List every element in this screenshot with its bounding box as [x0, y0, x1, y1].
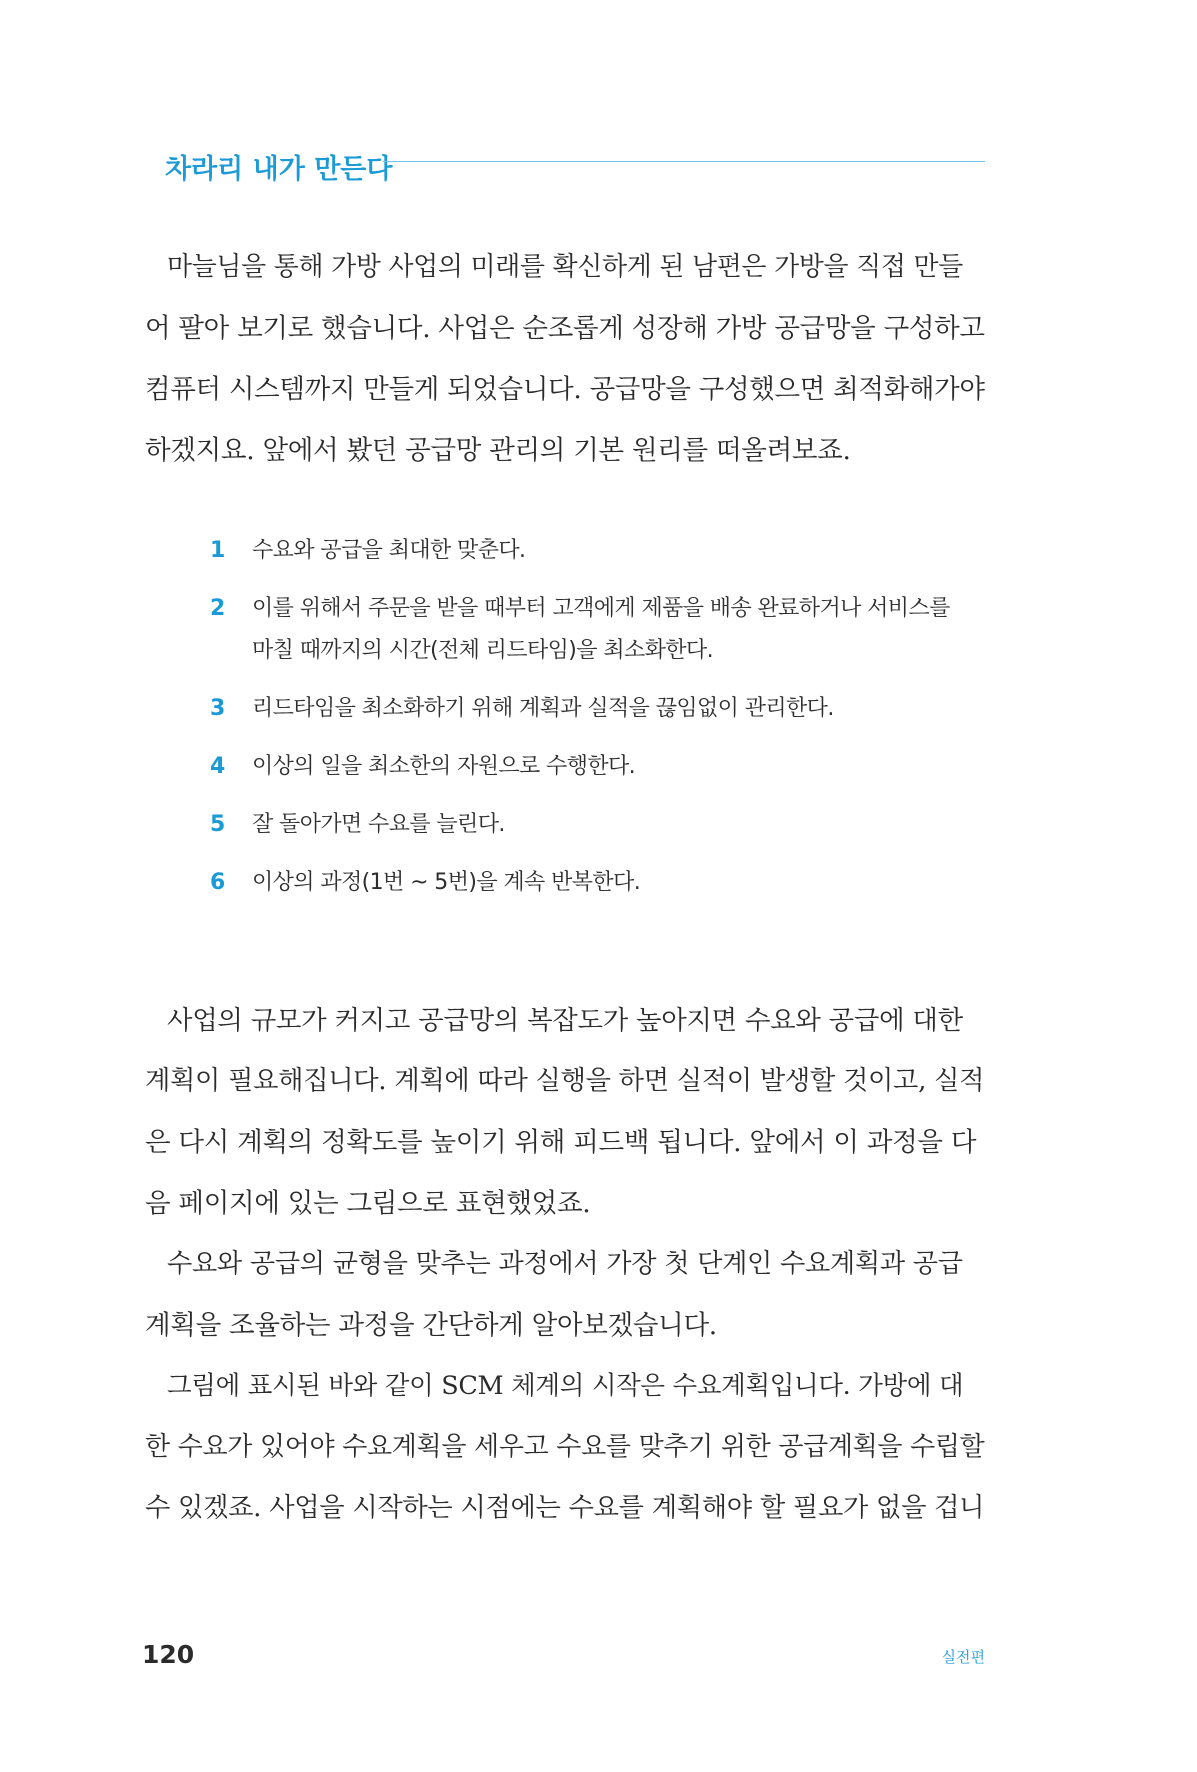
list-item	[210, 530, 1000, 572]
text-line: 한 수요가 있어야 수요계획을 세우고 수요를 맞추기 위한 공급계획을 수립할	[145, 1432, 985, 1462]
text-line: 이상의 일을 최소한의 자원으로 수행한다.	[252, 754, 636, 779]
section-header	[165, 150, 985, 190]
text-line: 수요와 공급의 균형을 맞추는 과정에서 가장 첫 단계인 수요계획과 공급	[167, 1249, 963, 1279]
running-footer: 실전편	[941, 1648, 985, 1666]
text-line: 마늘님을 통해 가방 사업의 미래를 확신하게 된 남편은 가방을 직접 만들	[167, 252, 963, 282]
list-item	[210, 746, 1000, 788]
list-number: 5	[210, 812, 225, 837]
intro-paragraph	[145, 237, 985, 481]
list-item	[210, 688, 1000, 730]
list-number: 4	[210, 754, 225, 779]
list-text	[252, 530, 1000, 572]
list-text	[252, 862, 1000, 904]
text-line: 계획을 조율하는 과정을 간단하게 알아보겠습니다.	[145, 1310, 717, 1341]
list-number: 6	[210, 870, 225, 895]
text-line: 컴퓨터 시스템까지 만들게 되었습니다. 공급망을 구성했으면 최적화해가야	[145, 374, 985, 405]
list-text	[252, 588, 1000, 672]
text-line: 사업의 규모가 커지고 공급망의 복잡도가 높아지면 수요와 공급에 대한	[167, 1005, 963, 1036]
list-item	[210, 862, 1000, 904]
text-line: 계획이 필요해집니다. 계획에 따라 실행을 하면 실적이 발생할 것이고, 실적	[145, 1066, 985, 1096]
list-number: 1	[210, 538, 225, 563]
text-line: 수 있겠죠. 사업을 시작하는 시점에는 수요를 계획해야 할 필요가 없을 겁니	[145, 1493, 985, 1523]
paragraph	[145, 1356, 985, 1539]
paragraph	[145, 990, 985, 1234]
list-text	[252, 746, 1000, 788]
page-number: 120	[142, 1640, 195, 1669]
paragraph	[145, 1234, 985, 1356]
text-line: 은 다시 계획의 정확도를 높이기 위해 피드백 됩니다. 앞에서 이 과정을 다	[145, 1127, 977, 1158]
text-line: 수요와 공급을 최대한 맞춘다.	[252, 538, 526, 563]
list-item	[210, 804, 1000, 846]
section-rule	[383, 161, 985, 162]
text-line: 하겠지요. 앞에서 봤던 공급망 관리의 기본 원리를 떠올려보죠.	[145, 435, 851, 466]
body-text	[145, 990, 985, 1539]
text-line: 어 팔아 보기로 했습니다. 사업은 순조롭게 성장해 가방 공급망을 구성하고	[145, 313, 985, 344]
text-line: 마칠 때까지의 시간(전체 리드타임)을 최소화한다.	[252, 638, 713, 663]
paragraph	[145, 237, 985, 481]
section-title: 차라리 내가 만든다	[165, 154, 393, 185]
list-number: 2	[210, 596, 225, 621]
text-line: 이를 위해서 주문을 받을 때부터 고객에게 제품을 배송 완료하거나 서비스를	[252, 596, 950, 621]
list-item	[210, 588, 1000, 672]
text-line: 그림에 표시된 바와 같이 SCM 체계의 시작은 수요계획입니다. 가방에 대	[167, 1371, 964, 1401]
text-line: 잘 돌아가면 수요를 늘린다.	[252, 812, 505, 837]
list-number: 3	[210, 696, 225, 721]
text-line: 이상의 과정(1번 ~ 5번)을 계속 반복한다.	[252, 870, 641, 895]
text-line: 리드타임을 최소화하기 위해 계획과 실적을 끊임없이 관리한다.	[252, 696, 834, 721]
list-text	[252, 688, 1000, 730]
list-text	[252, 804, 1000, 846]
principles-list	[210, 530, 1000, 920]
text-line: 음 페이지에 있는 그림으로 표현했었죠.	[145, 1188, 591, 1219]
